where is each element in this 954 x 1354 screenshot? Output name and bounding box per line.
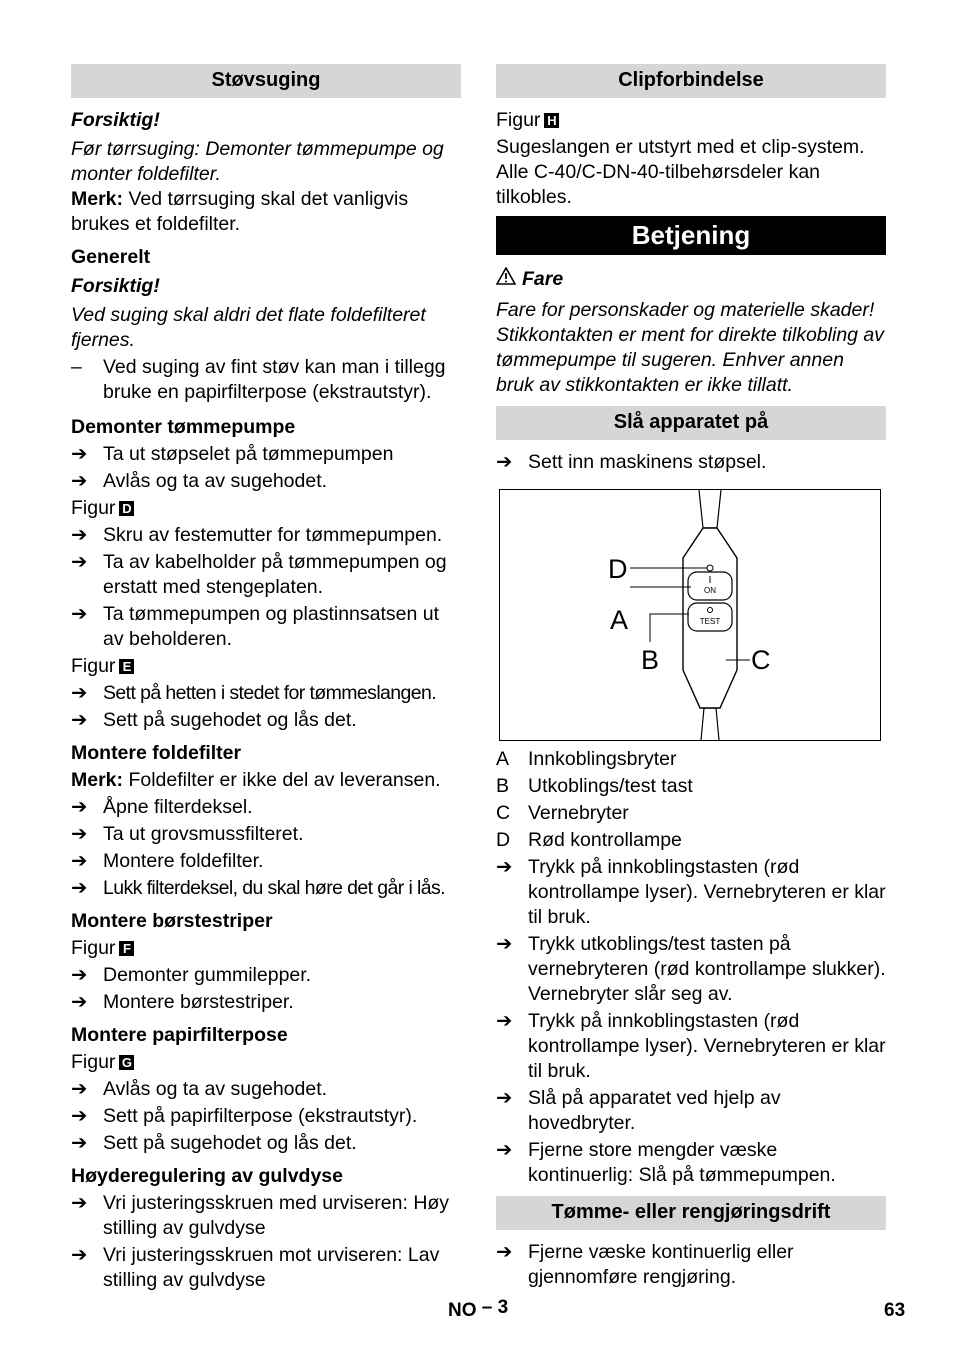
note-label: Merk: — [71, 188, 124, 210]
figure-reference: Figur G — [71, 1050, 461, 1075]
caution-label: Forsiktig! — [71, 275, 160, 297]
list-item: ➔ Skru av festemutter for tømmepumpen. — [71, 524, 443, 546]
arrow-icon: ➔ — [71, 823, 88, 845]
danger-text: Fare for personskader og materielle skader! Stikkontakten er ment for direkte tilkobling av tømmepumpe til sugeren. Enhver annen bruk av stikkontakten er ikke tillatt. — [496, 299, 885, 396]
danger-label: Fare — [496, 267, 886, 292]
figure-reference: Figur D — [71, 496, 461, 521]
list-item: ➔ Sett på hetten i stedet for tømmeslangen. — [71, 682, 437, 704]
arrow-icon: ➔ — [71, 796, 88, 818]
list-item: ➔ Fjerne store mengder væske kontinuerlig: Slå på tømmepumpen. — [496, 1139, 836, 1186]
subheading-generelt: Generelt — [71, 246, 151, 268]
callout-d: D — [608, 554, 628, 584]
warning-triangle-icon — [496, 267, 522, 292]
figure-letter-badge: D — [119, 501, 134, 516]
section-heading-tomme: Tømme- eller rengjøringsdrift — [496, 1196, 886, 1230]
arrow-icon: ➔ — [71, 1105, 88, 1127]
list-item: ➔ Ta av kabelholder på tømmepumpen og erstatt med stengeplaten. — [71, 551, 447, 598]
list-item: ➔ Ta tømmepumpen og plastinnsatsen ut av beholderen. — [71, 603, 440, 650]
arrow-icon: ➔ — [496, 1241, 513, 1263]
note-paragraph: Merk: Foldefilter er ikke del av leveransen. — [71, 769, 441, 791]
arrow-icon: ➔ — [496, 451, 513, 473]
figure-reference: Figur E — [71, 654, 461, 679]
note-paragraph — [71, 187, 461, 237]
arrow-icon: ➔ — [496, 933, 513, 955]
callout-b: B — [641, 645, 660, 675]
arrow-icon: ➔ — [496, 1139, 513, 1161]
list-item: ➔ Ta ut grovsmussfilteret. — [71, 823, 304, 845]
list-item: ➔ Vri justeringsskruen mot urviseren: Lav stilling av gulvdyse — [71, 1244, 440, 1291]
subheading-borstestriper: Montere børstestriper — [71, 910, 273, 932]
caution-text: Før tørrsuging: Demonter tømmepumpe og monter foldefilter. — [71, 138, 444, 185]
arrow-icon: ➔ — [71, 443, 88, 465]
arrow-icon: ➔ — [71, 524, 88, 546]
list-item: ➔ Sett på papirfilterpose (ekstrautstyr). — [71, 1105, 418, 1127]
right-column — [496, 64, 886, 1292]
on-label: ON — [704, 586, 716, 595]
callout-c: C — [751, 645, 771, 675]
list-item: ➔ Trykk på innkoblingstasten (rød kontrollampe lyser). Vernebryteren er klar til bruk. — [496, 856, 886, 928]
list-item: ➔ Trykk utkoblings/test tasten på vernebryteren (rød kontrollampe slukker). Vernebryter slår seg av. — [496, 933, 886, 1005]
arrow-icon: ➔ — [496, 1087, 513, 1109]
figure-reference: Figur H — [496, 108, 886, 133]
arrow-icon: ➔ — [71, 709, 88, 731]
clip-text: Sugeslangen er utstyrt med et clip-system. Alle C-40/C-DN-40-tilbehørsdeler kan tilkobles. — [496, 136, 865, 208]
page-footer-label: NO – 3 — [448, 1297, 509, 1321]
legend-item: B Utkoblings/test tast — [496, 775, 693, 797]
list-item: ➔ Demonter gummilepper. — [71, 964, 312, 986]
list-item: ➔ Sett på sugehodet og lås det. — [71, 709, 357, 731]
list-item: ➔ Åpne filterdeksel. — [71, 796, 253, 818]
arrow-icon: ➔ — [71, 964, 88, 986]
arrow-icon: ➔ — [71, 682, 87, 704]
arrow-icon: ➔ — [71, 850, 88, 872]
list-item: ➔ Vri justeringsskruen med urviseren: Høy stilling av gulvdyse — [71, 1192, 450, 1239]
note-text: Ved tørrsuging skal det vanligvis brukes et foldefilter. — [71, 188, 409, 235]
section-heading-stovsuging: Støvsuging — [71, 64, 461, 98]
arrow-icon: ➔ — [71, 1132, 88, 1154]
legend-item: D Rød kontrollampe — [496, 829, 682, 851]
protection-switch-illustration — [500, 490, 880, 740]
list-item: – Ved suging av fint støv kan man i tillegg bruke en papirfilterpose (ekstrautstyr). — [71, 356, 446, 403]
arrow-icon: ➔ — [71, 470, 88, 492]
figure-letter-badge: F — [119, 941, 134, 956]
arrow-icon: ➔ — [71, 877, 87, 899]
section-heading-sla-pa: Slå apparatet på — [496, 406, 886, 440]
list-item: ➔ Sett inn maskinens støpsel. — [496, 451, 767, 473]
figure-letter-badge: G — [119, 1055, 134, 1070]
arrow-icon: ➔ — [71, 991, 88, 1013]
caution-text: Ved suging skal aldri det flate foldefilteret fjernes. — [71, 304, 426, 351]
chapter-heading-betjening: Betjening — [496, 216, 886, 255]
list-item: ➔ Trykk på innkoblingstasten (rød kontrollampe lyser). Vernebryteren er klar til bruk. — [496, 1010, 886, 1082]
callout-a: A — [610, 605, 629, 635]
arrow-icon: ➔ — [496, 856, 513, 878]
figure-letter-badge: E — [119, 659, 134, 674]
left-column — [71, 64, 461, 1295]
dash-marker: – — [71, 356, 82, 378]
arrow-icon: ➔ — [71, 1244, 88, 1266]
legend-item: C Vernebryter — [496, 802, 629, 824]
figure-letter-badge: H — [544, 113, 559, 128]
test-label: TEST — [699, 617, 721, 626]
list-item: ➔ Slå på apparatet ved hjelp av hovedbryter. — [496, 1087, 781, 1134]
list-item: ➔ Montere foldefilter. — [71, 850, 264, 872]
switch-diagram — [499, 489, 881, 741]
section-heading-clip: Clipforbindelse — [496, 64, 886, 98]
arrow-icon: ➔ — [496, 1010, 513, 1032]
caution-label: Forsiktig! — [71, 109, 160, 131]
figure-reference: Figur F — [71, 936, 461, 961]
list-item: ➔ Montere børstestriper. — [71, 991, 294, 1013]
page-number: 63 — [884, 1300, 906, 1321]
subheading-papirfilter: Montere papirfilterpose — [71, 1024, 288, 1046]
arrow-icon: ➔ — [71, 551, 88, 573]
arrow-icon: ➔ — [71, 603, 88, 625]
arrow-icon: ➔ — [71, 1078, 88, 1100]
list-item: ➔ Fjerne væske kontinuerlig eller gjennomføre rengjøring. — [496, 1241, 794, 1288]
subheading-foldefilter: Montere foldefilter — [71, 742, 242, 764]
list-item: ➔ Avlås og ta av sugehodet. — [71, 470, 328, 492]
list-item: ➔ Avlås og ta av sugehodet. — [71, 1078, 328, 1100]
legend-item: A Innkoblingsbryter — [496, 748, 677, 770]
list-item: ➔ Lukk filterdeksel, du skal høre det går i lås. — [71, 877, 445, 899]
arrow-icon: ➔ — [71, 1192, 88, 1214]
diagram-legend — [496, 747, 886, 853]
list-item: ➔ Ta ut støpselet på tømmepumpen — [71, 443, 394, 465]
subheading-hoyde: Høyderegulering av gulvdyse — [71, 1165, 344, 1187]
list-item: ➔ Sett på sugehodet og lås det. — [71, 1132, 357, 1154]
subheading-demonter: Demonter tømmepumpe — [71, 416, 296, 438]
